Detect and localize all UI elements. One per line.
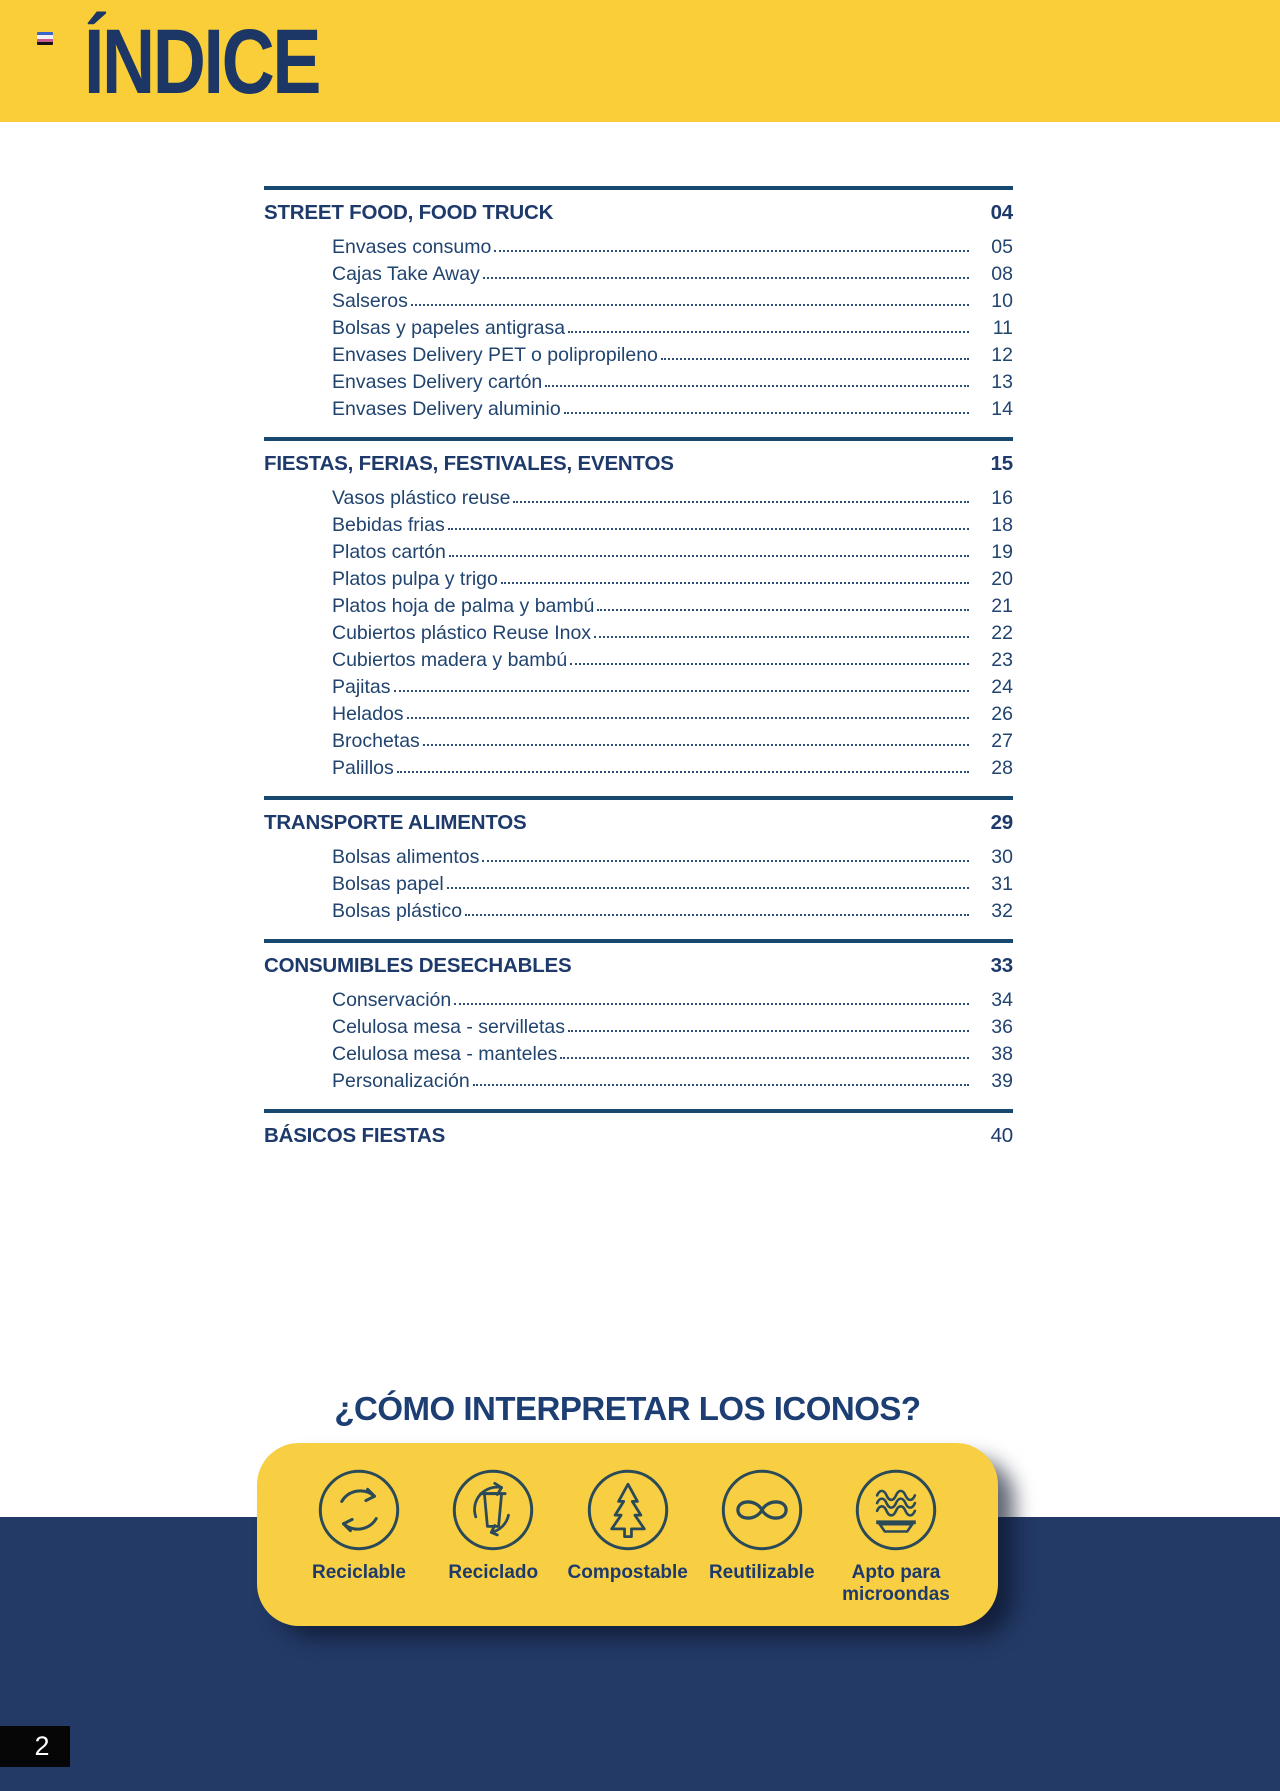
- toc-entry-label: Pajitas: [332, 675, 391, 698]
- toc-entry[interactable]: [264, 392, 1013, 419]
- toc-entry-label: Personalización: [332, 1069, 470, 1092]
- toc-section-title: BÁSICOS FIESTAS: [264, 1124, 446, 1147]
- compostable-legend-item: [564, 1467, 692, 1584]
- dotted-leader: [394, 690, 969, 692]
- dotted-leader: [494, 250, 969, 252]
- toc-entry-page: 20: [991, 567, 1013, 590]
- toc-entry-page: 16: [991, 486, 1013, 509]
- toc-entry[interactable]: [264, 481, 1013, 508]
- icon-label: Reciclado: [448, 1562, 539, 1583]
- toc-entry-page: 26: [991, 702, 1013, 725]
- table-of-contents: [264, 186, 1013, 1166]
- toc-entry-label: Bolsas alimentos: [332, 845, 480, 868]
- toc-entry[interactable]: [264, 230, 1013, 257]
- toc-entry[interactable]: [264, 983, 1013, 1010]
- icon-label: Compostable: [567, 1562, 688, 1583]
- toc-entry-label: Platos cartón: [332, 540, 446, 563]
- toc-entry[interactable]: [264, 867, 1013, 894]
- toc-section-title: TRANSPORTE ALIMENTOS: [264, 811, 527, 834]
- microwave-safe-icon: [853, 1467, 939, 1553]
- toc-entry-label: Bolsas plástico: [332, 899, 463, 922]
- toc-entry-label: Celulosa mesa - servilletas: [332, 1015, 566, 1038]
- toc-entry[interactable]: [264, 365, 1013, 392]
- toc-section-title: STREET FOOD, FOOD TRUCK: [264, 201, 554, 224]
- dotted-leader: [570, 663, 969, 665]
- toc-entry[interactable]: [264, 751, 1013, 778]
- section-divider: [264, 796, 1013, 800]
- microwave-safe-legend-item: [832, 1467, 960, 1606]
- dotted-leader: [597, 609, 969, 611]
- dotted-leader: [473, 1084, 969, 1086]
- toc-section: [264, 437, 1013, 778]
- toc-entries: [264, 983, 1013, 1091]
- toc-entry[interactable]: [264, 338, 1013, 365]
- toc-entry[interactable]: [264, 284, 1013, 311]
- dotted-leader: [513, 501, 969, 503]
- toc-entry-label: Palillos: [332, 756, 394, 779]
- dotted-leader: [483, 277, 969, 279]
- toc-section-title: CONSUMIBLES DESECHABLES: [264, 954, 572, 977]
- stripes-logo-icon: [37, 32, 53, 45]
- icon-label: Apto para microondas: [842, 1562, 950, 1605]
- toc-entry-page: 34: [991, 988, 1013, 1011]
- dotted-leader: [407, 717, 969, 719]
- toc-entry[interactable]: [264, 697, 1013, 724]
- toc-entry[interactable]: [264, 1064, 1013, 1091]
- recycled-icon: [450, 1467, 536, 1553]
- toc-entry-label: Salseros: [332, 289, 408, 312]
- toc-entry-page: 14: [991, 397, 1013, 420]
- toc-entry-label: Platos hoja de palma y bambú: [332, 594, 595, 617]
- dotted-leader: [545, 385, 969, 387]
- toc-entry-label: Envases Delivery cartón: [332, 370, 543, 393]
- icons-heading: ¿CÓMO INTERPRETAR LOS ICONOS?: [334, 1390, 921, 1427]
- compostable-icon: [585, 1467, 671, 1553]
- page-number-badge: [0, 1726, 70, 1767]
- toc-entry-label: Cajas Take Away: [332, 262, 480, 285]
- toc-section-page: 15: [990, 452, 1013, 475]
- toc-entry-label: Brochetas: [332, 729, 420, 752]
- toc-entry[interactable]: [264, 311, 1013, 338]
- toc-entry-page: 21: [991, 594, 1013, 617]
- toc-entry[interactable]: [264, 535, 1013, 562]
- toc-entry[interactable]: [264, 257, 1013, 284]
- page-number: 2: [34, 1731, 50, 1761]
- toc-entry-page: 22: [991, 621, 1013, 644]
- dotted-leader: [423, 744, 969, 746]
- dotted-leader: [454, 1003, 969, 1005]
- toc-entry-label: Cubiertos plástico Reuse Inox: [332, 621, 592, 644]
- toc-entry[interactable]: [264, 643, 1013, 670]
- toc-section: [264, 939, 1013, 1091]
- dotted-leader: [482, 860, 969, 862]
- page-title: ÍNDICE: [84, 11, 320, 113]
- toc-section-header[interactable]: [264, 952, 1013, 978]
- toc-entry-page: 36: [991, 1015, 1013, 1038]
- toc-entry-page: 28: [991, 756, 1013, 779]
- toc-entries: [264, 230, 1013, 419]
- toc-entry-page: 10: [991, 289, 1013, 312]
- dotted-leader: [560, 1057, 969, 1059]
- icon-label: Reciclable: [312, 1562, 406, 1583]
- toc-entries: [264, 840, 1013, 921]
- icons-legend-box: [257, 1443, 998, 1626]
- toc-entry-page: 05: [991, 235, 1013, 258]
- toc-entry-page: 31: [991, 872, 1013, 895]
- toc-entry-page: 12: [991, 343, 1013, 366]
- dotted-leader: [449, 555, 969, 557]
- toc-section-page: 40: [990, 1124, 1013, 1147]
- dotted-leader: [448, 528, 969, 530]
- toc-section-header[interactable]: [264, 809, 1013, 835]
- toc-entry-page: 18: [991, 513, 1013, 536]
- toc-entry-page: 39: [991, 1069, 1013, 1092]
- toc-entry-page: 24: [991, 675, 1013, 698]
- icon-label: Reutilizable: [708, 1562, 815, 1583]
- toc-entry[interactable]: [264, 894, 1013, 921]
- dotted-leader: [661, 358, 969, 360]
- dotted-leader: [564, 412, 969, 414]
- toc-entry-label: Vasos plástico reuse: [332, 486, 511, 509]
- toc-entry-label: Celulosa mesa - manteles: [332, 1042, 558, 1065]
- toc-entry-page: 32: [991, 899, 1013, 922]
- toc-section: [264, 796, 1013, 921]
- section-divider: [264, 186, 1013, 190]
- toc-section-page: 29: [990, 811, 1013, 834]
- toc-entries: [264, 481, 1013, 778]
- dotted-leader: [594, 636, 969, 638]
- section-divider: [264, 939, 1013, 943]
- toc-entry-page: 27: [991, 729, 1013, 752]
- toc-section: [264, 186, 1013, 419]
- reusable-legend-item: [698, 1467, 826, 1584]
- toc-entry-label: Conservación: [332, 988, 452, 1011]
- toc-entry-label: Envases Delivery aluminio: [332, 397, 561, 420]
- header-band: [0, 0, 1280, 122]
- dotted-leader: [411, 304, 969, 306]
- recyclable-icon: [316, 1467, 402, 1553]
- toc-entry[interactable]: [264, 1037, 1013, 1064]
- toc-section-title: FIESTAS, FERIAS, FESTIVALES, EVENTOS: [264, 452, 674, 475]
- toc-entry-label: Envases Delivery PET o polipropileno: [332, 343, 658, 366]
- toc-section-header[interactable]: [264, 1122, 1013, 1148]
- toc-section-page: 33: [990, 954, 1013, 977]
- toc-entry-label: Envases consumo: [332, 235, 492, 258]
- toc-entry[interactable]: [264, 562, 1013, 589]
- recycled-legend-item: [429, 1467, 557, 1584]
- toc-entry-page: 13: [991, 370, 1013, 393]
- recyclable-legend-item: [295, 1467, 423, 1584]
- toc-entry-page: 19: [991, 540, 1013, 563]
- toc-entry[interactable]: [264, 616, 1013, 643]
- reusable-icon: [719, 1467, 805, 1553]
- toc-entry-page: 38: [991, 1042, 1013, 1065]
- toc-entry[interactable]: [264, 670, 1013, 697]
- dotted-leader: [501, 582, 969, 584]
- dotted-leader: [465, 914, 969, 916]
- toc-entry[interactable]: [264, 840, 1013, 867]
- toc-entry-label: Bebidas frias: [332, 513, 445, 536]
- toc-section-header[interactable]: [264, 450, 1013, 476]
- toc-entry-page: 11: [992, 316, 1013, 339]
- dotted-leader: [568, 1030, 969, 1032]
- icons-legend-section: [257, 1390, 998, 1626]
- section-divider: [264, 1109, 1013, 1113]
- toc-entry[interactable]: [264, 508, 1013, 535]
- toc-entry-page: 30: [991, 845, 1013, 868]
- dotted-leader: [397, 771, 969, 773]
- toc-entry[interactable]: [264, 1010, 1013, 1037]
- toc-entry-page: 23: [991, 648, 1013, 671]
- toc-entry-label: Bolsas y papeles antigrasa: [332, 316, 566, 339]
- toc-entry-label: Helados: [332, 702, 404, 725]
- dotted-leader: [447, 887, 969, 889]
- toc-entry-label: Cubiertos madera y bambú: [332, 648, 568, 671]
- toc-entry[interactable]: [264, 724, 1013, 751]
- toc-section: [264, 1109, 1013, 1148]
- toc-entry-page: 08: [991, 262, 1013, 285]
- toc-entry-label: Bolsas papel: [332, 872, 444, 895]
- toc-entry[interactable]: [264, 589, 1013, 616]
- section-divider: [264, 437, 1013, 441]
- toc-section-header[interactable]: [264, 199, 1013, 225]
- toc-section-page: 04: [990, 201, 1013, 224]
- toc-entry-label: Platos pulpa y trigo: [332, 567, 498, 590]
- dotted-leader: [568, 331, 969, 333]
